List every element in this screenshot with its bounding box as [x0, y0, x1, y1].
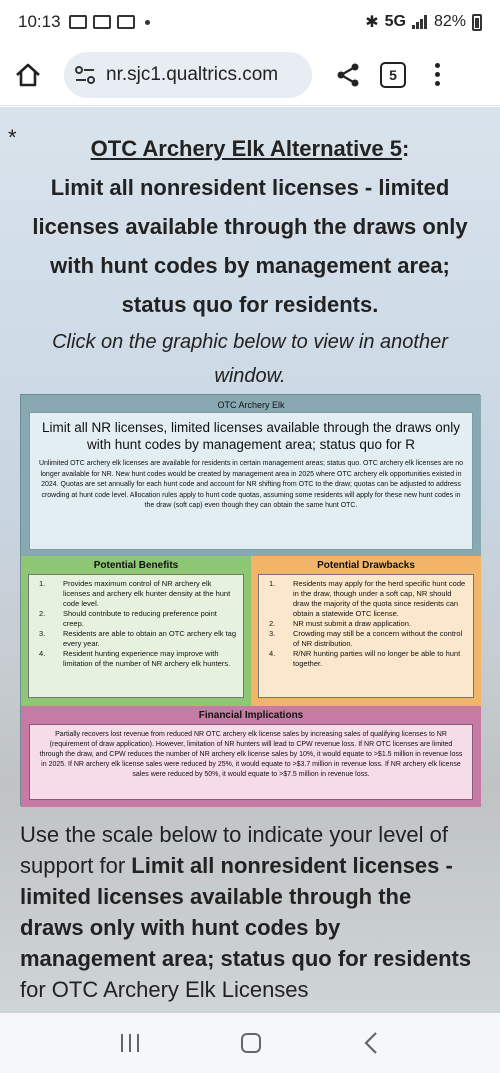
app-notification-icon	[93, 15, 111, 29]
list-item: 4. Resident hunting experience may improve with limitation of the number of NR archery elk hunters.	[39, 649, 231, 668]
scale-prompt	[20, 819, 480, 1005]
menu-dot-icon	[435, 81, 440, 86]
list-item: 2. Should contribute to reducing preference point creep.	[39, 609, 217, 628]
browser-toolbar	[0, 44, 500, 106]
graphic-header: OTC Archery Elk	[217, 400, 285, 410]
question-title-colon: :	[402, 136, 410, 161]
financial-heading: Financial Implications	[198, 710, 304, 721]
scale-prompt-suffix: for OTC Archery Elk Licenses	[20, 977, 309, 1002]
menu-dot-icon	[435, 63, 440, 68]
question-title	[20, 129, 480, 324]
required-marker: *	[8, 125, 17, 150]
financial-panel	[21, 706, 481, 807]
list-item: 1. Residents may apply for the herd specific hunt code in the draw, though under a soft cap, NR should draw the majority of the quota since residents can obtain a statewide OTC license.	[269, 579, 466, 618]
url-text[interactable]: nr.sjc1.qualtrics.com	[106, 63, 279, 85]
back-icon[interactable]	[363, 1031, 379, 1055]
graphic-description: Unlimited OTC archery elk licenses are available for residents in certain management areas; status quo. OTC archery elk licenses are no longer available for NR. New hunt codes would be created by management area in 2025 where OTC archery elk opportunities existed in 2024. Quotas are set annually for each hunt code and account for NR shifting from OTC to the draw; quotas can be adjusted to address crowding at hunt code level. Allocation rules apply to hunt code quotas, assuming some residents will apply for these new hunt codes in the draw (soft cap) even though they can obtain the same hunt OTC.	[38, 460, 464, 509]
list-item: 2. NR must submit a draw application.	[269, 619, 411, 628]
share-button[interactable]	[330, 57, 366, 93]
status-right	[365, 12, 482, 32]
home-nav-button[interactable]	[241, 1033, 261, 1053]
financial-text: Partially recovers lost revenue from reduced NR OTC archery elk license sales by increasing sales of qualifying licenses to NR (requirement of draw application). However, limitation of NR hunters will lead to CPW revenue loss. If NR OTC licenses are limited through the draw, and CPW reduces the number of NR archery elk license sales by 10%, it would equate to >$1.5 million in revenue loss in 2025. If NR archery elk license sales were reduced by 25%, it would equate to >$3.7 million in revenue loss. If NR archery elk license sales were reduced by 50%, it would equate to >$7.5 million in revenue loss.	[29, 724, 473, 800]
drawbacks-panel	[251, 556, 481, 706]
bluetooth-icon: ✱	[365, 14, 379, 31]
benefits-panel	[21, 556, 251, 706]
scale-prompt-prefix: Use the scale below to indicate your level of support for	[20, 822, 449, 878]
home-icon	[14, 61, 42, 89]
graphic-summary-section	[21, 395, 481, 556]
recent-apps-icon	[121, 1034, 123, 1052]
notification-icons	[69, 15, 150, 29]
system-nav-bar	[0, 1013, 500, 1073]
list-item: 1. Provides maximum control of NR archery elk licenses and archery elk hunter density at the hunt code level.	[39, 579, 231, 608]
benefits-list	[28, 574, 244, 698]
battery-percent: 82%	[433, 13, 466, 30]
more-notifications-dot	[145, 20, 150, 25]
benefits-heading: Potential Benefits	[93, 560, 179, 571]
graphic-pros-cons	[21, 556, 481, 706]
gallery-notification-icon	[69, 15, 87, 29]
signal-icon	[412, 15, 428, 29]
network-label: 5G	[384, 13, 406, 30]
alternative-graphic[interactable]	[20, 394, 480, 806]
status-bar	[0, 0, 500, 44]
question-title-link[interactable]: OTC Archery Elk Alternative 5	[90, 136, 403, 161]
menu-dot-icon	[435, 72, 440, 77]
app-notification-icon-2	[117, 15, 135, 29]
drawbacks-heading: Potential Drawbacks	[317, 560, 415, 571]
tab-switcher-button[interactable]: 5	[380, 62, 406, 88]
site-settings-icon[interactable]	[74, 65, 96, 85]
recent-apps-button[interactable]	[121, 1034, 139, 1052]
battery-icon	[472, 14, 482, 31]
list-item: 3. Residents are able to obtain an OTC archery elk tag every year.	[39, 629, 237, 648]
status-time: 10:13	[18, 12, 61, 31]
graphic-summary-box	[29, 412, 473, 550]
question-instruction: Click on the graphic below to view in another window.	[52, 331, 448, 387]
question-title-rest: Limit all nonresident licenses - limited licenses available through the draws only with hunt codes by management area; status quo for residents.	[32, 175, 468, 317]
drawbacks-list	[258, 574, 474, 698]
survey-page[interactable]	[0, 107, 500, 1013]
list-item: 4. R/NR hunting parties will no longer be able to hunt together.	[269, 649, 461, 668]
list-item: 3. Crowding may still be a concern without the control of NR distribution.	[269, 629, 463, 648]
home-button[interactable]	[10, 57, 46, 93]
scale-prompt-bold: Limit all nonresident licenses - limited licenses available through the draws only with hunt codes by management area; status quo for residents	[20, 853, 472, 971]
overflow-menu-button[interactable]	[432, 63, 442, 86]
graphic-title: Limit all NR licenses, limited licenses available through the draws only with hunt codes by management area; status quo for R	[42, 420, 460, 452]
address-bar[interactable]	[64, 52, 312, 98]
share-icon	[335, 62, 361, 88]
